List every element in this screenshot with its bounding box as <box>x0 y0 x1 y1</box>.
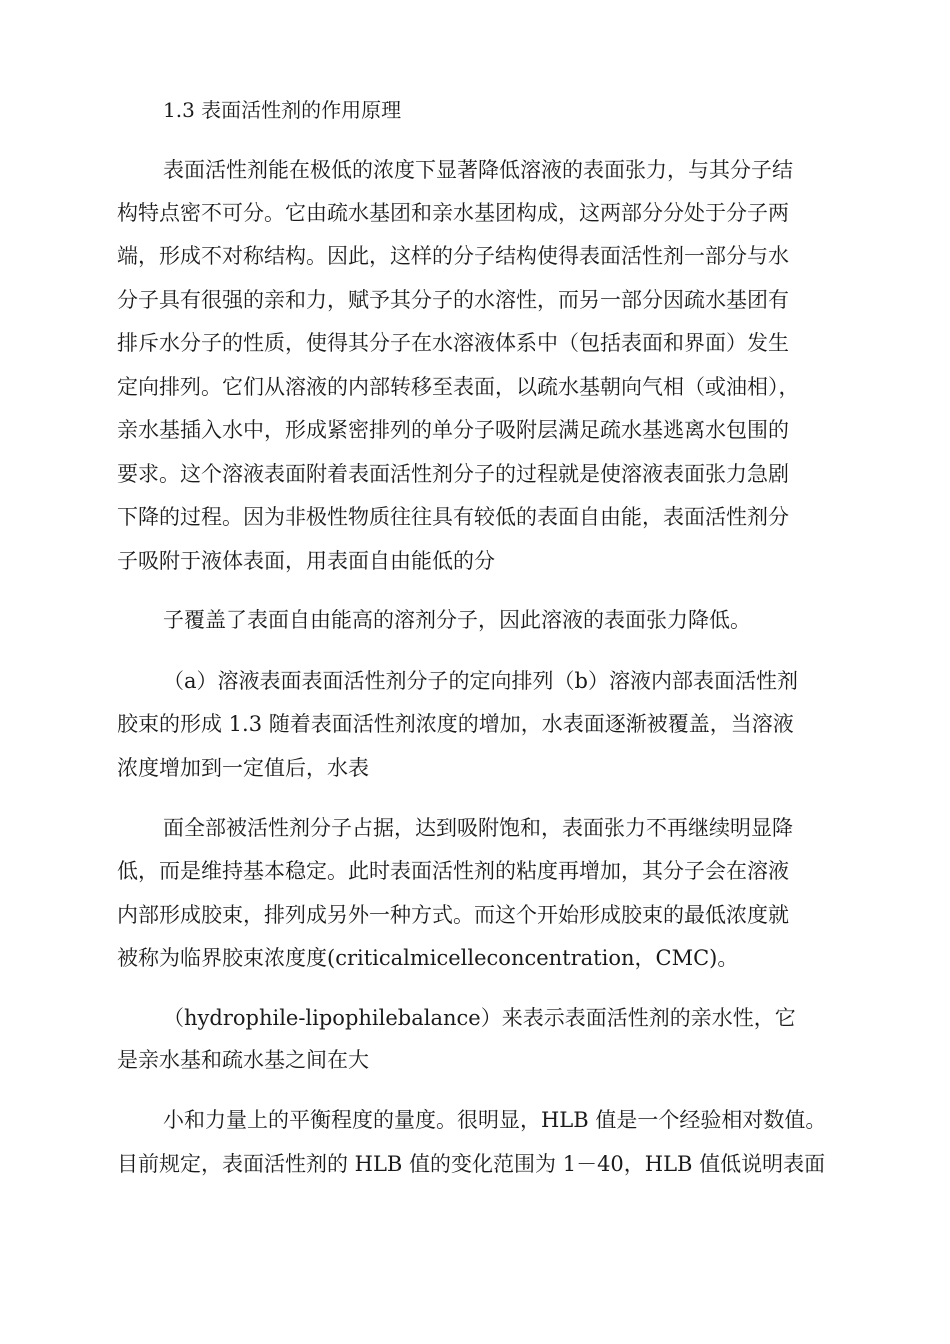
para1-line-10: 子吸附于液体表面，用表面自由能低的分 <box>117 549 495 573</box>
para4-line-2: 低，而是维持基本稳定。此时表面活性剂的粘度再增加，其分子会在溶液 <box>117 859 789 883</box>
para4-line-3: 内部形成胶束，排列成另外一种方式。而这个开始形成胶束的最低浓度就 <box>117 903 789 927</box>
para5-line-2: 是亲水基和疏水基之间在大 <box>117 1048 369 1072</box>
para1-line-6: 定向排列。它们从溶液的内部转移至表面，以疏水基朝向气相（或油相）， <box>117 375 800 399</box>
para1-line-1: 表面活性剂能在极低的浓度下显著降低溶液的表面张力，与其分子结 <box>163 158 793 182</box>
para1-line-9: 下降的过程。因为非极性物质往往具有较低的表面自由能，表面活性剂分 <box>117 505 789 529</box>
para1-line-8: 要求。这个溶液表面附着表面活性剂分子的过程就是使溶液表面张力急剧 <box>117 462 789 486</box>
para4-line-1: 面全部被活性剂分子占据，达到吸附饱和，表面张力不再继续明显降 <box>163 816 793 840</box>
para1-line-4: 分子具有很强的亲和力，赋予其分子的水溶性，而另一部分因疏水基团有 <box>117 288 789 312</box>
para4-line-4: 被称为临界胶束浓度度(criticalmicelleconcentration，CMC)。 <box>117 946 739 970</box>
para3-line-2: 胶束的形成 1.3 随着表面活性剂浓度的增加，水表面逐渐被覆盖，当溶液 <box>117 712 794 736</box>
para1-line-3: 端，形成不对称结构。因此，这样的分子结构使得表面活性剂一部分与水 <box>117 244 789 268</box>
para6-line-1: 小和力量上的平衡程度的量度。很明显，HLB 值是一个经验相对数值。 <box>163 1108 827 1132</box>
para6-line-2: 目前规定，表面活性剂的 HLB 值的变化范围为 1－40，HLB 值低说明表面 <box>117 1152 826 1176</box>
para1-line-7: 亲水基插入水中，形成紧密排列的单分子吸附层满足疏水基逃离水包围的 <box>117 418 789 442</box>
para2-line-1: 子覆盖了表面自由能高的溶剂分子，因此溶液的表面张力降低。 <box>163 608 751 632</box>
para3-line-1: （a）溶液表面表面活性剂分子的定向排列（b）溶液内部表面活性剂 <box>163 669 798 693</box>
para5-line-1: （hydrophile-lipophilebalance）来表示表面活性剂的亲水性，它 <box>163 1006 796 1030</box>
para1-line-2: 构特点密不可分。它由疏水基团和亲水基团构成，这两部分分处于分子两 <box>117 201 789 225</box>
section-heading: 1.3 表面活性剂的作用原理 <box>163 98 402 122</box>
para1-line-5: 排斥水分子的性质，使得其分子在水溶液体系中（包括表面和界面）发生 <box>117 331 789 355</box>
para3-line-3: 浓度增加到一定值后，水表 <box>117 756 369 780</box>
